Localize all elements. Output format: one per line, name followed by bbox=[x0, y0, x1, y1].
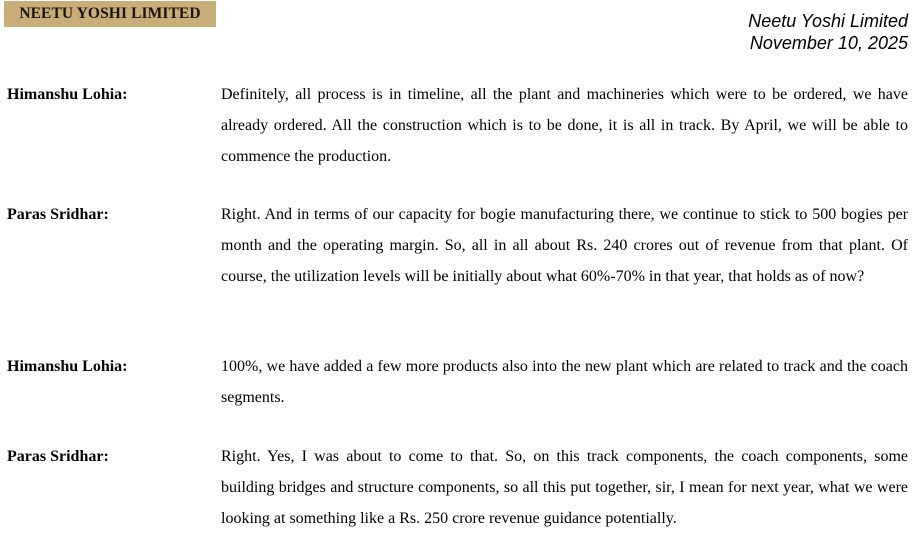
transcript-date: November 10, 2025 bbox=[749, 33, 908, 53]
speaker-name: Paras Sridhar: bbox=[7, 206, 109, 223]
logo-text: NEETU YOSHI LIMITED bbox=[19, 5, 201, 22]
speaker-name: Paras Sridhar: bbox=[7, 448, 109, 465]
speaker-text: Right. And in terms of our capacity for bogie manufacturing there, we continue to stick to 500 bogies per month and the operating margin. So, all in all about Rs. 240 crores out of revenue from that plant. Of course, the utilization levels will be initially about what 60%-70% in that year, that holds as of now? bbox=[221, 206, 908, 285]
speaker-text: Right. Yes, I was about to come to that. So, on this track components, the coach components, some building bridges and structure components, so all this put together, sir, I mean for next year, what we were looking at something like a Rs. 250 crore revenue guidance potentially. bbox=[221, 448, 908, 527]
company-logo bbox=[4, 1, 216, 27]
speaker-text: 100%, we have added a few more products also into the new plant which are related to track and the coach segments. bbox=[221, 358, 908, 406]
speaker-name: Himanshu Lohia: bbox=[7, 86, 128, 103]
page-header bbox=[748, 10, 908, 54]
company-name: Neetu Yoshi Limited bbox=[748, 11, 908, 31]
speaker-text: Definitely, all process is in timeline, all the plant and machineries which were to be ordered, we have already ordered. All the construction which is to be done, it is all in track. By April, we will be able to commence the production. bbox=[221, 86, 908, 165]
speaker-name: Himanshu Lohia: bbox=[7, 358, 128, 375]
